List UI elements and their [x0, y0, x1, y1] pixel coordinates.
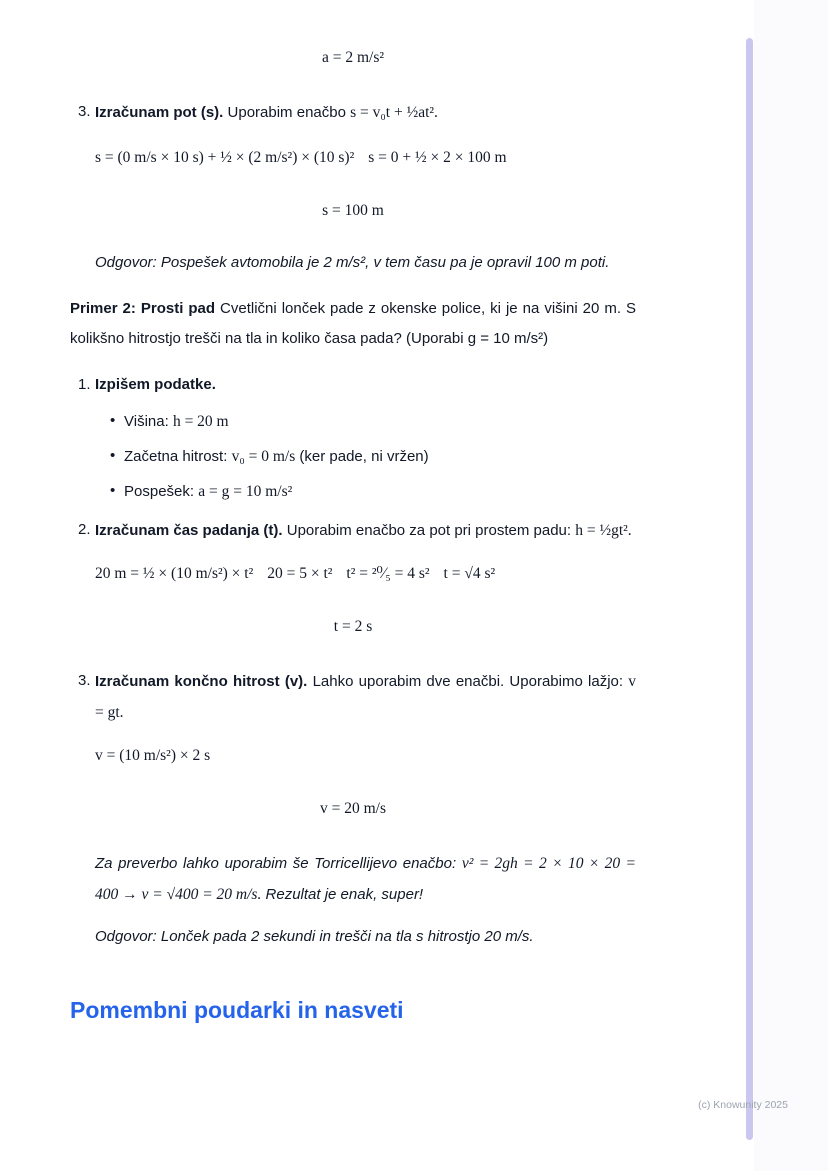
inline-formula: h = ½gt². [575, 522, 632, 539]
footer-copyright: (c) Knowunity 2025 [698, 1099, 788, 1111]
step-title: Izračunam končno hitrost (v). [95, 673, 308, 690]
math-segment: s = (0 m/s × 10 s) + ½ × (2 m/s²) × (10 s)² [95, 149, 355, 166]
step-calculate-distance [70, 97, 636, 128]
example2-paragraph [70, 294, 636, 354]
math-work-distance [95, 142, 636, 173]
inline-formula: s = v₀t + ½at². [350, 104, 438, 121]
step-number: 2. [78, 521, 91, 538]
scrollbar-thumb[interactable] [746, 38, 753, 1140]
math-work-velocity [95, 740, 636, 771]
step-body: Uporabim enačbo za pot pri prostem padu: [286, 522, 572, 539]
step-number: 3. [78, 103, 91, 120]
page-right-gutter [754, 0, 828, 1171]
math-segment: t = √4 s² [443, 565, 496, 582]
bullet-label: Višina: [124, 413, 169, 430]
answer-paragraph-2: Odgovor: Lonček pada 2 sekundi in trešči na tla s hitrostjo 20 m/s. [95, 928, 534, 945]
inline-formula: v = gt. [95, 673, 637, 721]
step-number: 1. [78, 376, 91, 393]
step-body: Uporabim enačbo [227, 104, 346, 121]
list-item-height [110, 406, 636, 437]
bullet-label: Začetna hitrost: [124, 448, 228, 465]
step-text [95, 370, 636, 400]
math-segment: s = 0 + ½ × 2 × 100 m [368, 149, 507, 166]
step-calculate-velocity [70, 666, 636, 728]
step-text [95, 666, 636, 728]
step-number: 3. [78, 672, 91, 689]
check-text-post: Rezultat je enak, super! [265, 886, 424, 903]
example2-title: Primer 2: Prosti pad [70, 300, 216, 317]
list-item-initial-velocity [110, 441, 636, 472]
step-title: Izpišem podatke. [95, 376, 216, 393]
data-list [110, 406, 636, 507]
math-segment: v = (10 m/s²) × 2 s [95, 747, 211, 764]
equation-time-result: t = 2 s [333, 618, 373, 635]
check-paragraph [95, 848, 636, 910]
step-text [95, 97, 636, 128]
bullet-formula: h = 20 m [172, 413, 229, 430]
list-item-acceleration [110, 476, 636, 507]
equation-distance-result: s = 100 m [322, 202, 384, 219]
equation-velocity-result: v = 20 m/s [319, 800, 386, 817]
bullet-label: Pospešek: [124, 483, 195, 500]
math-segment: 20 = 5 × t² [267, 565, 333, 582]
step-calculate-time [70, 515, 636, 546]
step-title: Izračunam pot (s). [95, 104, 224, 121]
bullet-formula: v₀ = 0 m/s [231, 448, 296, 465]
step-list-data [70, 370, 636, 400]
step-text [95, 515, 636, 546]
bullet-suffix: (ker pade, ni vržen) [299, 448, 429, 465]
step-title: Izračunam čas padanja (t). [95, 522, 283, 539]
math-work-time [95, 558, 636, 589]
equation-acceleration-result: a = 2 m/s² [321, 49, 385, 66]
math-segment: 20 m = ½ × (10 m/s²) × t² [95, 565, 254, 582]
bullet-formula: a = g = 10 m/s² [198, 483, 293, 500]
step-body: Lahko uporabim dve enačbi. Uporabimo lažjo: [312, 673, 624, 690]
math-segment: t² = ²⁰⁄₅ = 4 s² [346, 565, 430, 582]
check-formula: v² = 2gh = 2 × 10 × 20 = 400 → v = √400 = 20 m/s. [95, 855, 637, 903]
answer-paragraph-1: Odgovor: Pospešek avtomobila je 2 m/s², v tem času pa je opravil 100 m poti. [95, 254, 610, 271]
section-heading: Pomembni poudarki in nasveti [70, 997, 404, 1023]
check-text-pre: Za preverbo lahko uporabim še Torricellijevo enačbo: [95, 855, 457, 872]
example2-text: Cvetlični lonček pade z okenske police, ki je na višini 20 m. S kolikšno hitrostjo trešči na tla in koliko časa pada? (Uporabi g = 10 m/s²) [70, 300, 636, 347]
